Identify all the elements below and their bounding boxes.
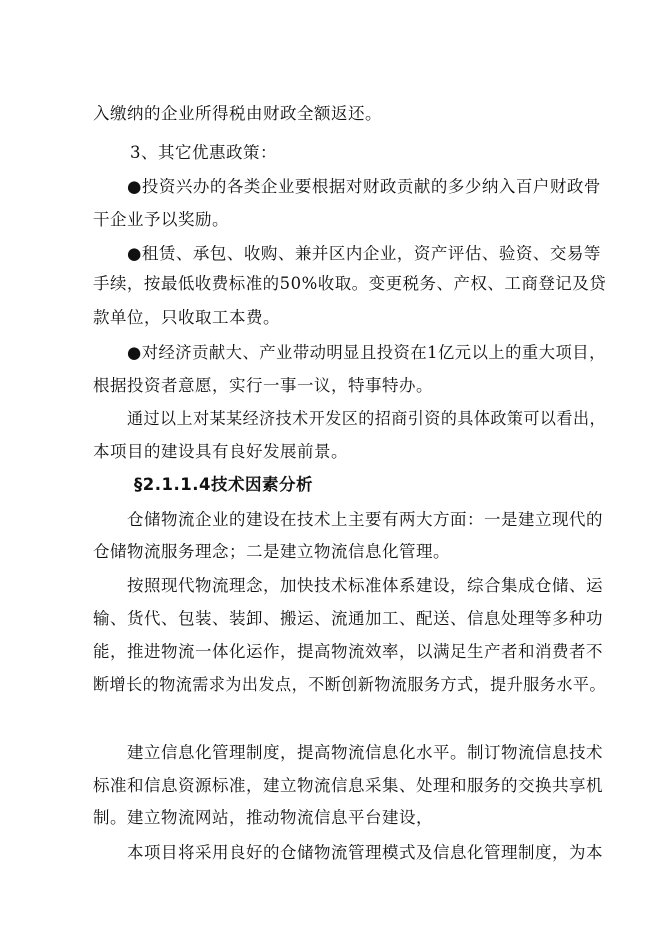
text-line: 手续，按最低收费标准的50%收取。变更税务、产权、工商登记及贷 <box>93 274 607 293</box>
text-line: 能，推进物流一体化运作，提高物流效率，以满足生产者和消费者不 <box>93 642 603 661</box>
text-line: 干企业予以奖励。 <box>93 210 229 229</box>
text-line: 按照现代物流理念，加快技术标准体系建设，综合集成仓储、运 <box>127 576 603 595</box>
text-line: 制。建立物流网站，推动物流信息平台建设， <box>93 808 433 827</box>
text-line: 标准和信息资源标准，建立物流信息采集、处理和服务的交换共享机 <box>93 776 603 795</box>
text-line: 入缴纳的企业所得税由财政全额返还。 <box>93 104 382 123</box>
text-line: 建立信息化管理制度，提高物流信息化水平。制订物流信息技术 <box>127 743 603 762</box>
text-line: 断增长的物流需求为出发点，不断创新物流服务方式，提升服务水平。 <box>93 675 606 694</box>
text-line: 仓储物流企业的建设在技术上主要有两大方面：一是建立现代的 <box>127 510 603 529</box>
text-line: 输、货代、包装、装卸、搬运、流通加工、配送、信息处理等多种功 <box>93 609 603 628</box>
text-line: 款单位，只收取工本费。 <box>93 308 280 327</box>
bullet-line: ●投资兴办的各类企业要根据对财政贡献的多少纳入百户财政骨 <box>127 177 601 196</box>
section-heading: §2.1.1.4技术因素分析 <box>134 475 313 494</box>
text-line: 仓储物流服务理念；二是建立物流信息化管理。 <box>93 542 450 561</box>
text-line: 根据投资者意愿，实行一事一议，特事特办。 <box>93 376 433 395</box>
text-line: 通过以上对某某经济技术开发区的招商引资的具体政策可以看出， <box>127 409 606 428</box>
bullet-line: ●租赁、承包、收购、兼并区内企业，资产评估、验资、交易等 <box>127 244 601 263</box>
text-line: 本项目的建设具有良好发展前景。 <box>93 442 348 461</box>
section-subheading: 3、其它优惠政策： <box>130 143 277 162</box>
text-line: 本项目将采用良好的仓储物流管理模式及信息化管理制度，为本 <box>127 843 603 862</box>
bullet-line: ●对经济贡献大、产业带动明显且投资在1亿元以上的重大项目， <box>127 343 606 362</box>
